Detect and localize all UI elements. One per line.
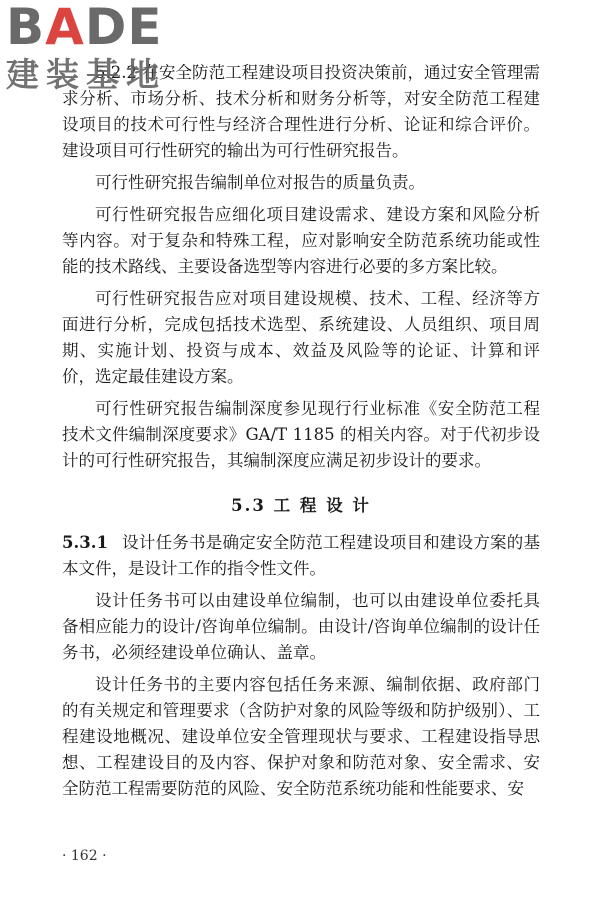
clause-text: 设计任务书是确定安全防范工程建设项目和建设方案的基本文件，是设计工作的指令性文件。 xyxy=(62,533,540,578)
clause-number: 5.3.1 xyxy=(62,533,108,552)
body-text xyxy=(62,60,540,802)
paragraph-task-book-content: 设计任务书的主要内容包括任务来源、编制依据、政府部门的有关规定和管理要求（含防护对象的风险等级和防护级别）、工程建设地概况、建设单位安全管理现状与要求、工程建设指导思想、工程建设目的及内容、保护对象和防范对象、安全需求、安全防范工程需要防范的风险、安全防范系统功能和性能要求、安 xyxy=(62,675,540,798)
paragraph-5-3-1 xyxy=(62,530,540,582)
paragraph-5-2-2: 5.2.2 在安全防范工程建设项目投资决策前，通过安全管理需求分析、市场分析、技术分析和财务分析等，对安全防范工程建设项目的技术可行性与经济合理性进行分析、论证和综合评价。建设项目可行性研究的输出为可行性研究报告。 xyxy=(62,63,540,160)
section-title-5-3: 5.3 工 程 设 计 xyxy=(231,496,371,515)
paragraph-report-depth: 可行性研究报告编制深度参见现行行业标准《安全防范工程技术文件编制深度要求》GA/T 1185 的相关内容。对于代初步设计的可行性研究报告，其编制深度应满足初步设计的要求。 xyxy=(62,399,540,470)
logo-subtitle: 建装基地 xyxy=(6,55,166,94)
logo-wordmark: BADE xyxy=(6,0,163,56)
page-number: · 162 · xyxy=(62,848,107,864)
paragraph-report-quality: 可行性研究报告编制单位对报告的质量负责。 xyxy=(95,173,425,192)
logo-accent-letter: A xyxy=(45,0,85,56)
bade-logo xyxy=(6,2,206,112)
paragraph-task-book-author: 设计任务书可以由建设单位编制，也可以由建设单位委托具备相应能力的设计/咨询单位编制。由设计/咨询单位编制的设计任务书，必须经建设单位确认、盖章。 xyxy=(62,591,540,662)
paragraph-report-analysis: 可行性研究报告应对项目建设规模、技术、工程、经济等方面进行分析，完成包括技术选型、系统建设、人员组织、项目周期、实施计划、投资与成本、效益及风险等的论证、计算和评价，选定最佳建设方案。 xyxy=(62,289,540,386)
paragraph-report-content: 可行性研究报告应细化项目建设需求、建设方案和风险分析等内容。对于复杂和特殊工程，应对影响安全防范系统功能或性能的技术路线、主要设备选型等内容进行必要的多方案比较。 xyxy=(62,205,540,276)
